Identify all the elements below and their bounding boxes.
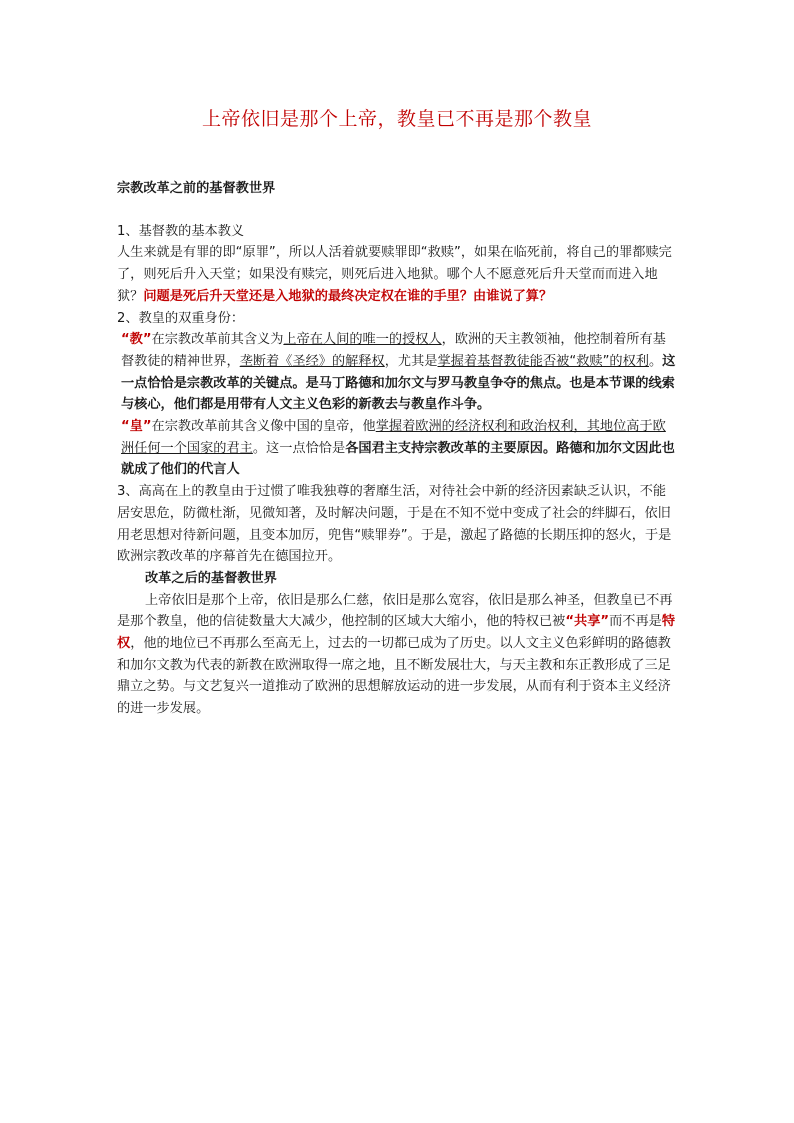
item2-jiao-paragraph xyxy=(117,329,679,416)
section2-text-3: ，他的地位已不再那么至高无上，过去的一切都已成为了历史。以人文主义色彩鲜明的路德教和加尔文教为代表的新教在欧洲取得一席之地，且不断发展壮大，与天主教和东正教形成了三足鼎立之势。与文艺复兴一道推动了欧洲的思想解放运动的进一步发展，从而有利于资本主义经济的进一步发展。 xyxy=(117,636,671,717)
item2-huang-paragraph xyxy=(117,416,679,481)
item1-paragraph xyxy=(117,242,679,307)
section2-text-1: 上帝依旧是那个上帝，依旧是那么仁慈，依旧是那么宽容，依旧是那么神圣，但教皇已不再是那个教皇，他的信徒数量大大减少，他控制的区域大大缩小，他的特权已被 xyxy=(117,592,673,630)
huang-underline-1: 掌握着欧洲的经济权利和政治权利，其地位高于欧洲任何一个国家的君主 xyxy=(121,419,666,456)
jiao-underline-3: 掌握着基督教徒能否被“救赎”的权利 xyxy=(437,353,649,369)
item1-text: 人生来就是有罪的即“原罪”，所以人活着就要赎罪即“救赎”，如果在临死前，将自己的罪都赎完了，则死后升入天堂；如果没有赎完，则死后进入地狱。哪个人不愿意死后升天堂而而进入地狱？ xyxy=(117,245,672,304)
section2-red-2: 特权 xyxy=(117,614,676,652)
spacer xyxy=(117,200,679,221)
document-title: 上帝依旧是那个上帝，教皇已不再是那个教皇 xyxy=(201,108,592,130)
section2-text-2: 而不再是 xyxy=(609,614,662,630)
jiao-underline-1: 上帝在人间的唯一的授权人 xyxy=(283,332,442,348)
section-heading-before: 宗教改革之前的基督教世界 xyxy=(117,181,276,196)
section-heading-after: 改革之后的基督教世界 xyxy=(145,570,277,586)
jiao-label: “教” xyxy=(121,332,152,348)
section2-paragraph xyxy=(117,590,679,720)
jiao-text-2: ，欧洲的天主教领袖，他控制着所有基督教徒的精神世界， xyxy=(121,332,666,369)
huang-text-2: 。这一点恰恰是 xyxy=(252,440,346,456)
jiao-text-3: ，尤其是 xyxy=(384,353,438,369)
item2-heading: 2、教皇的双重身份： xyxy=(117,310,245,326)
document-body xyxy=(117,178,679,720)
item3-paragraph: 3、高高在上的教皇由于过惯了唯我独尊的奢靡生活，对待社会中新的经济因素缺乏认识，不能居安思危，防微杜渐，见微知著，及时解决问题，于是在不知不觉中变成了社会的绊脚石，依旧用老思想对待新问题，且变本加厉，兜售“赎罪券”。于是，激起了路德的长期压抑的怒火，于是欧洲宗教改革的序幕首先在德国拉开。 xyxy=(117,484,672,565)
huang-text-1: 在宗教改革前其含义像中国的皇帝，他 xyxy=(151,419,376,435)
huang-bold-text: 各国君主支持宗教改革的主要原因。路德和加尔文因此也就成了他们的代言人 xyxy=(121,440,675,478)
jiao-text-1: 在宗教改革前其含义为 xyxy=(151,332,284,348)
item1-heading: 1、基督教的基本教义 xyxy=(117,223,245,239)
jiao-text-4: 。 xyxy=(648,353,663,369)
huang-label: “皇” xyxy=(121,419,152,435)
section2-red-1: “共享” xyxy=(565,614,610,630)
item1-question: 问题是死后升天堂还是入地狱的最终决定权在谁的手里？由谁说了算？ xyxy=(143,288,553,304)
jiao-underline-2: 垄断着《圣经》的解释权 xyxy=(239,353,385,369)
jiao-bold-text: 这一点恰恰是宗教改革的关键点。是马丁路德和加尔文与罗马教皇争夺的焦点。也是本节课的线索与核心，他们都是用带有人文主义色彩的新教去与教皇作斗争。 xyxy=(121,353,676,413)
